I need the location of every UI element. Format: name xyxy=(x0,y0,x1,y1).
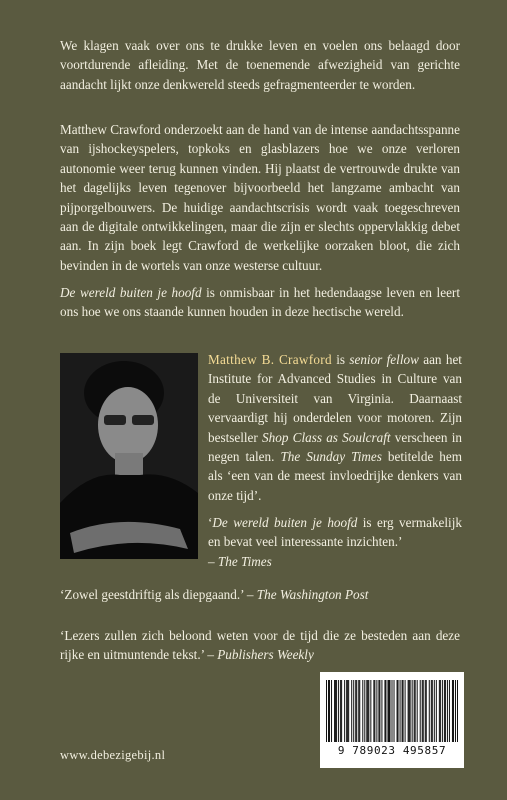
quote-source: Publishers Weekly xyxy=(217,647,314,663)
review-quote-washington-post xyxy=(60,585,460,604)
bio-text: is xyxy=(331,352,350,367)
quote-dash: – xyxy=(243,587,257,602)
closing-paragraph xyxy=(60,283,460,322)
author-photo xyxy=(60,353,198,559)
bio-text: verscheen in negen talen. xyxy=(208,429,462,465)
quote-text: ‘Lezers zullen zich beloond weten voor de tijd die ze besteden aan deze rijke en uitmuntende tekst.’ xyxy=(60,628,460,663)
barcode-bars xyxy=(326,680,458,742)
author-role: senior fellow xyxy=(349,352,419,367)
quote-mark: ‘ xyxy=(208,515,213,530)
quote-text: ‘Zowel geestdriftig als diepgaand.’ xyxy=(60,587,244,602)
quote-source: The Times xyxy=(217,553,272,569)
review-quote-times xyxy=(208,513,462,571)
review-quote-publishers-weekly xyxy=(60,626,460,665)
bio-text: aan het Institute for Advanced Studies in Culture van de Universiteit van Virginia. Daarnaast vervaardigt hij onderdelen voor motoren. Zijn bestseller xyxy=(208,352,462,445)
isbn-barcode xyxy=(320,672,464,768)
quote-text: is erg vermakelijk en bevat veel interessante inzichten.’ xyxy=(208,515,462,550)
body-paragraph: Matthew Crawford onderzoekt aan de hand van de intense aandachtsspanne van ijshockeyspelers, topkoks en glasblazers hoe we onze verloren autonomie weer terug kunnen vinden. Hij plaatst de vertrouwde drukte van het dagelijks leven tegenover bijvoorbeeld het langzame ambacht van pijporgelbouwers. De huidige aandachtscrisis wordt vaak toegeschreven aan de digitale ontwikkelingen, maar die zijn er slechts oppervlakkig debet aan. In zijn boek legt Crawford de werkelijke oorzaken bloot, die zich bevinden in de wortels van onze westerse cultuur. xyxy=(60,122,460,273)
book-title: De wereld buiten je hoofd xyxy=(60,285,202,300)
author-name: Matthew B. Crawford xyxy=(208,352,332,367)
publisher-website: www.debezigebij.nl xyxy=(60,748,166,762)
previous-book-title: Shop Class as Soulcraft xyxy=(262,429,391,445)
book-title: De wereld buiten je hoofd xyxy=(212,515,358,530)
intro-paragraph: We klagen vaak over ons te drukke leven en voelen ons belaagd door voortdurende afleiding. Met de toenemende afwezigheid van gerichte aandacht lijkt onze denkwereld steeds gefragmenteerder te worden. xyxy=(60,38,460,92)
quote-source: The Washington Post xyxy=(256,587,369,602)
author-bio xyxy=(208,350,462,505)
quote-dash: – xyxy=(204,647,218,663)
bio-text: betitelde hem als ‘een van de meest invloedrijke denkers van onze tijd’. xyxy=(208,449,463,503)
closing-text: is onmisbaar in het hedendaagse leven en leert ons hoe we ons staande kunnen houden in deze hectische wereld. xyxy=(60,285,460,320)
newspaper-name: The Sunday Times xyxy=(280,449,382,465)
isbn-digits: 9 789023 495857 xyxy=(337,744,447,757)
quote-dash: – xyxy=(208,553,218,569)
